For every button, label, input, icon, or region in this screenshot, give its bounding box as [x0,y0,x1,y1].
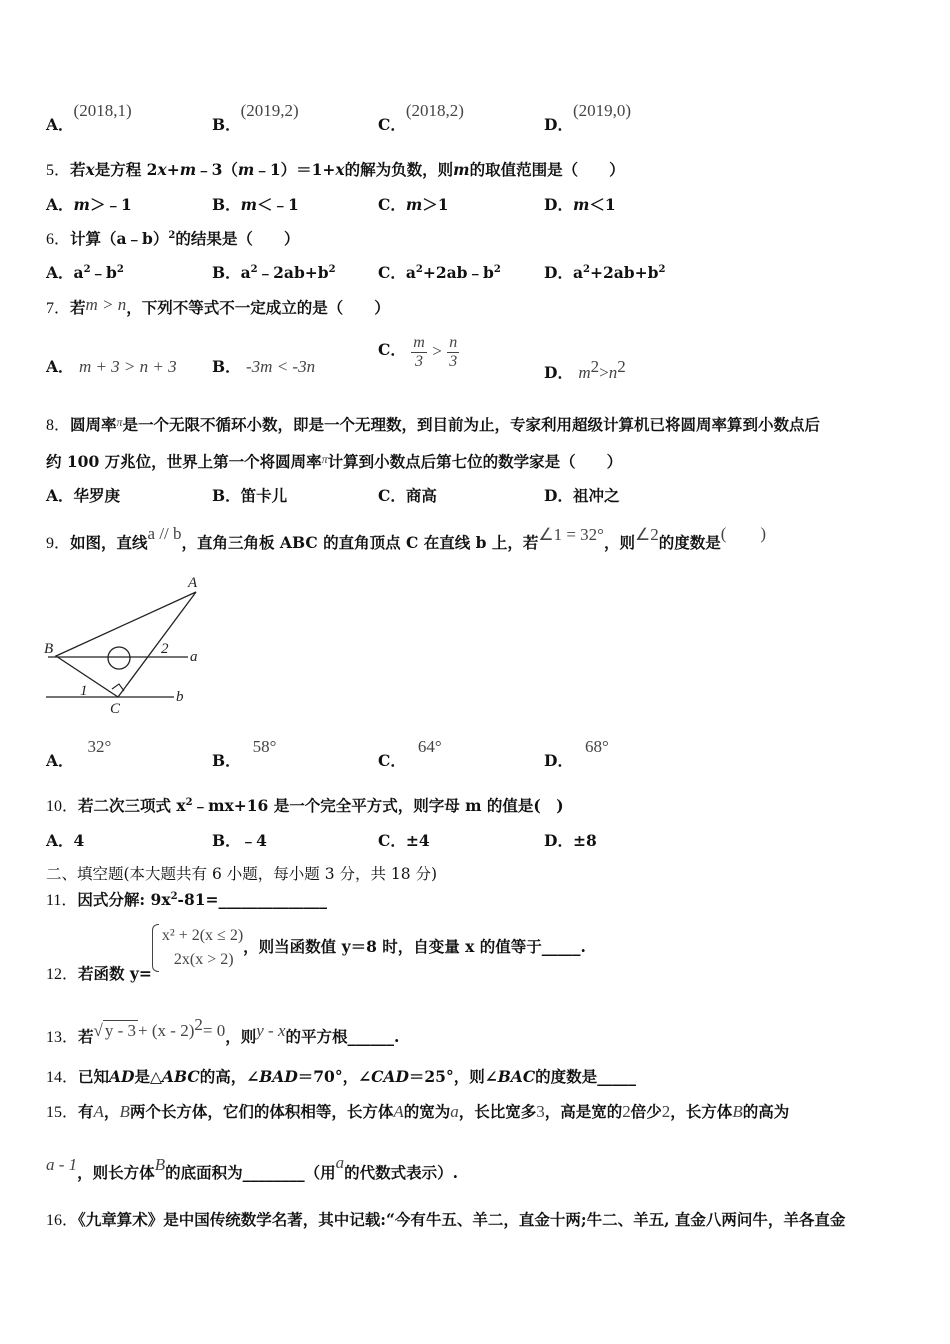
q7-stem: 7．若m > n，下列不等式不一定成立的是（ ） [46,295,390,317]
q9-figure [40,570,210,720]
q5-option-a: A．m＞﹣1 [46,195,132,214]
q7-option-a: A． m + 3 > n + 3 [46,357,177,376]
q15-stem-line1: 15．有A，B两个长方体，它们的体积相等，长方体A的宽为a，长比宽多3，高是宽的2倍少2，长方体B的高为 [46,1102,790,1121]
q6-option-a: A．$a^2﹣b^2$ [46,263,124,283]
q16-stem: 16．《九章算术》是中国传统数学名著，其中记载:“今有牛五、羊二，直金十两;牛二、羊五, 直金八两问牛，羊各直金 [46,1210,846,1229]
label-angle-2: 2 [161,641,169,657]
label-a: a [190,649,198,665]
q13-stem: 13．若√ y - 3 + (x - 2)$^2$= 0，则y - x的平方根______. [46,1015,400,1047]
label-b: b [176,689,184,705]
q10-option-c: C．±4 [378,831,430,850]
triangle-abc [56,592,196,697]
q5-stem: 5．若x是方程 2x+m﹣3（m﹣1）＝1+x的解为负数，则m的取值范围是（ ） [46,160,625,179]
q4-option-a: A．(2018,1) [46,101,132,134]
q10-option-b: B．﹣4 [212,831,267,850]
q5-option-d: D．m＜1 [544,195,616,214]
q8-option-b: B．笛卡儿 [212,486,288,505]
q5-option-b: B．m＜﹣1 [212,195,299,214]
q6-option-d: D．$a^2+2ab+b^2$ [544,263,666,283]
q10-option-a: A．4 [46,831,85,850]
fraction-n-3: $\frac{n}{3}$ [449,334,458,370]
fraction-m-3: $\frac{m}{3}$ [413,334,425,370]
q6-stem: 6．计算（a﹣b）$^2$的结果是（ ） [46,229,300,249]
q8-option-d: D．祖冲之 [544,486,620,505]
q8-stem-line2: 约 100 万兆位，世界上第一个将圆周率$^\pi$计算到小数点后第七位的数学家是（ ） [46,452,623,471]
triangle-hole [108,647,130,669]
q4-option-c: C．(2018,2) [378,101,464,134]
sqrt-expression: √ y - 3 [93,1021,137,1041]
q9-option-d: D．68° [544,737,609,770]
right-angle-mark [112,684,124,691]
label-angle-1: 1 [80,683,88,699]
q4-option-b: B．(2019,2) [212,101,299,134]
label-B: B [44,641,54,657]
q7-option-b: B． -3m < -3n [212,357,316,376]
q5-option-c: C．m＞1 [378,195,449,214]
q14-stem: 14．已知AD是△ABC的高，∠BAD＝70°，∠CAD＝25°，则∠BAC的度数是_____ [46,1067,636,1086]
q9-stem: 9．如图，直线a // b，直角三角板 ABC 的直角顶点 C 在直线 b 上，若∠1 = 32°，则∠2的度数是( ) [46,524,767,552]
q11-stem: 11．因式分解: $9x^2-81=\_\_\_\_\_\_\_\_\_\_\_\_\_\_$ [46,890,328,910]
q6-option-c: C．$a^2+2ab﹣b^2$ [378,263,501,283]
q12-stem: 12．若函数 y= x² + 2(x ≤ 2) 2x(x > 2) ，则当函数值 y＝8 时，自变量 x 的值等于_____. [46,924,586,972]
label-C: C [110,701,121,717]
q7-option-d: D． $m^2>n^2$ [544,357,626,383]
q9-option-a: A．32° [46,737,112,770]
q8-stem-line1: 8．圆周率$^\pi$是一个无限不循环小数，即是一个无理数，到目前为止，专家利用超级计算机已将圆周率算到小数点后 [46,415,821,434]
label-A: A [188,575,198,591]
q4-option-d: D．(2019,0) [544,101,632,134]
q15-stem-line2: a - 1，则长方体B的底面积为________（用a的代数式表示）. [46,1153,459,1182]
q9-option-b: B．58° [212,737,277,770]
section-2-heading: 二、填空题(本大题共有 6 小题，每小题 3 分，共 18 分) [46,865,438,883]
q8-option-a: A．华罗庚 [46,486,121,505]
q6-option-b: B．$a^2﹣2ab+b^2$ [212,263,336,283]
q8-option-c: C．商高 [378,486,437,505]
q10-option-d: D．±8 [544,831,597,850]
q7-option-c: C． $\frac{m}{3}$ > $\frac{n}{3}$ [378,334,458,370]
q10-stem: 10．若二次三项式 $x^2﹣mx+16$ 是一个完全平方式，则字母 m 的值是( ) [46,796,564,816]
piecewise-function: x² + 2(x ≤ 2) 2x(x > 2) [152,924,243,972]
q9-option-c: C．64° [378,737,442,770]
